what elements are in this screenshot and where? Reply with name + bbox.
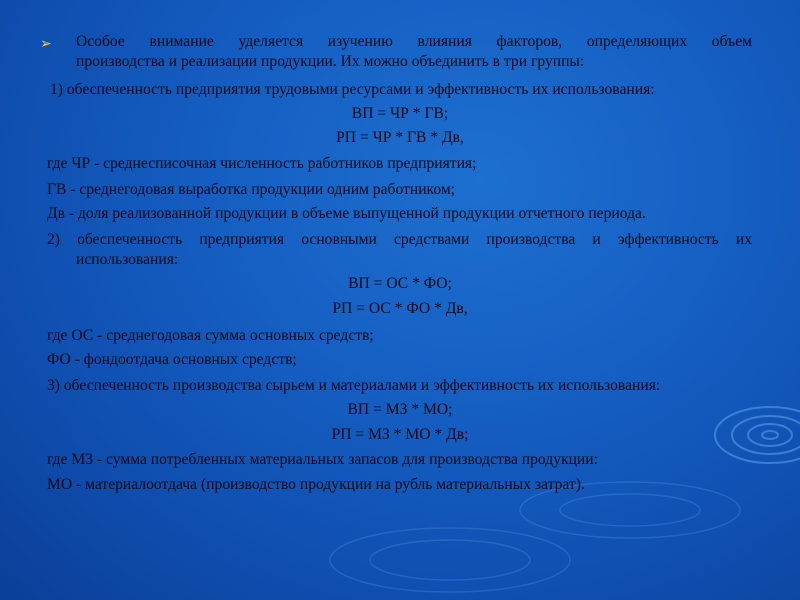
- definition-fo: ФО - фондоотдача основных средств;: [47, 351, 297, 368]
- definition-chr: где ЧР - среднесписочная численность работников предприятия;: [47, 155, 477, 172]
- formula-rp-3: РП = МЗ * МО * Дв;: [331, 426, 469, 443]
- paragraph-intro-line-1: Особое внимание уделяется изучению влияния факторов, определяющих объем: [76, 33, 752, 50]
- group-3-heading: 3) обеспеченность производства сырьем и материалами и эффективность их использования:: [47, 377, 661, 394]
- formula-rp-1: РП = ЧР * ГВ * Дв,: [336, 129, 464, 146]
- definition-gv: ГВ - среднегодовая выработка продукции одним работником;: [47, 181, 456, 198]
- group-2-heading-line-2: использования:: [76, 251, 179, 268]
- definition-mz: где МЗ - сумма потребленных материальных запасов для производства продукции:: [47, 451, 598, 468]
- paragraph-intro-line-2: производства и реализации продукции. Их можно объединить в три группы:: [76, 53, 585, 70]
- arrow-bullet-icon: ➢: [40, 36, 52, 52]
- definition-os: где ОС - среднегодовая сумма основных средств;: [47, 327, 374, 344]
- formula-vp-2: ВП = ОС * ФО;: [348, 275, 452, 292]
- formula-vp-3: ВП = МЗ * МО;: [347, 401, 453, 418]
- formula-vp-1: ВП = ЧР * ГВ;: [351, 105, 449, 122]
- definition-mo: МО - материалоотдача (производство продукции на рубль материальных затрат).: [47, 476, 585, 493]
- definition-dv: Дв - доля реализованной продукции в объеме выпущенной продукции отчетного периода.: [47, 205, 646, 222]
- formula-rp-2: РП = ОС * ФО * Дв,: [332, 300, 468, 317]
- group-1-heading: 1) обеспеченность предприятия трудовыми ресурсами и эффективность их использования:: [50, 81, 655, 98]
- group-2-heading-line-1: 2) обеспеченность предприятия основными средствами производства и эффективность их: [47, 231, 752, 248]
